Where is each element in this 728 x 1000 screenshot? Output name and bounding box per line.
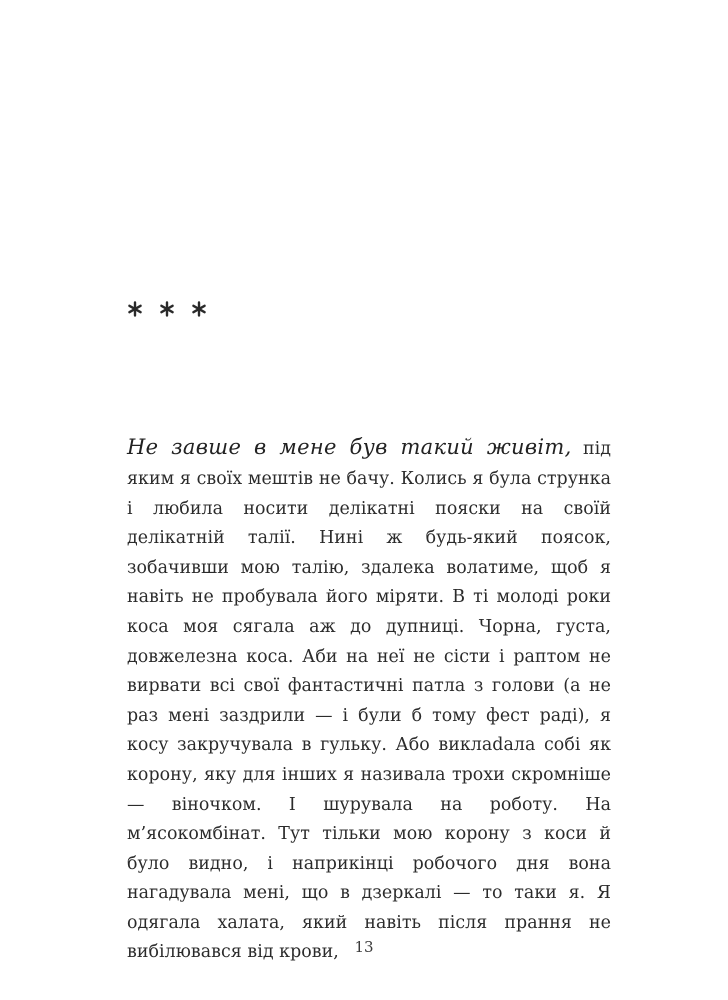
page-number: 13 bbox=[354, 938, 374, 956]
asterisk-icon bbox=[159, 301, 175, 317]
script-lead-in: Не завше в мене був такий живіт, bbox=[127, 435, 572, 460]
body-paragraph bbox=[127, 433, 611, 968]
asterisk-icon bbox=[127, 301, 143, 317]
asterisk-icon bbox=[191, 301, 207, 317]
paragraph-text: під яким я своїх мештів не бачу. Колись я була струнка і любила носити делікатні пояски на своїй делікатній талії. Нині ж будь-який поясок, зобачивши мою талію, здалека волатиме, щоб я навіть не пробувала його міряти. В ті молоді роки коса моя сягала аж до дупниці. Чорна, густа, довжелезна коса. Аби на неї не сісти і раптом не вирвати всі свої фантастичні патла з голови (а не раз мені заздрили — і були б тому фест раді), я косу закручувала в гульку. Або виклаdала собі як корону, яку для інших я називала трохи скромніше — віночком. І шурувала на роботу. На м’ясокомбінат. Тут тільки мою корону з коси й було видно, і наприкінці робочого дня вона нагадувала мені, що в дзеркалі — то таки я. Я одягала халата, який навіть після прання не вибілювався від крови, bbox=[127, 439, 611, 963]
section-separator bbox=[127, 294, 207, 324]
